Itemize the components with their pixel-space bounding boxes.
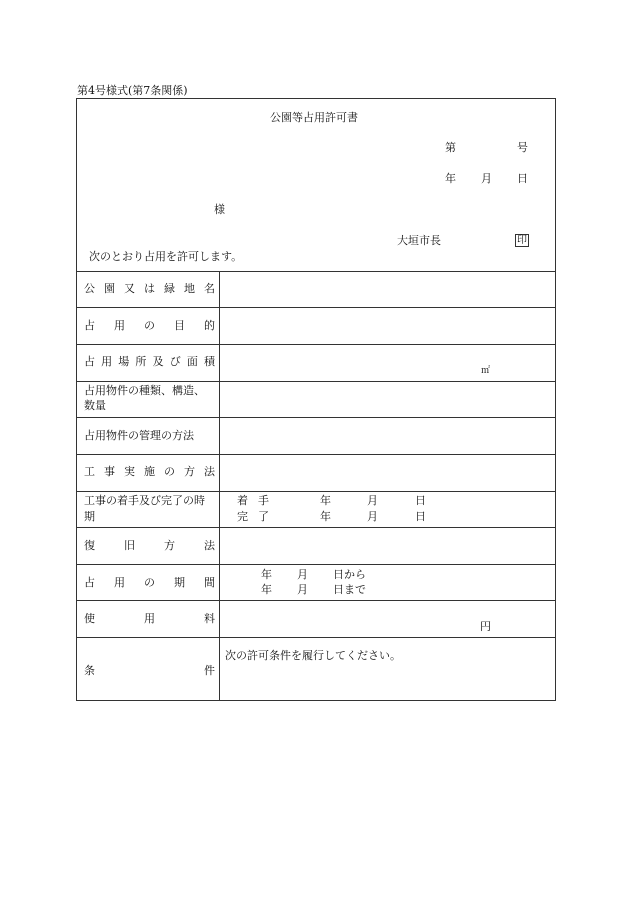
period-from-suffix: 日から xyxy=(333,568,366,581)
intro-text: 次のとおり占用を許可します。 xyxy=(89,250,243,263)
row-divider xyxy=(77,307,555,308)
period-to-month: 月 xyxy=(297,583,308,596)
row-divider xyxy=(77,600,555,601)
period-to-year: 年 xyxy=(261,583,272,596)
conditions-text: 次の許可条件を履行してください。 xyxy=(225,649,401,662)
date-month: 月 xyxy=(481,172,492,185)
number-go: 号 xyxy=(517,141,528,154)
period-from-month: 月 xyxy=(297,568,308,581)
park-name-label: 公 園 又 は 緑 地 名 xyxy=(84,282,215,295)
row-divider xyxy=(77,417,555,418)
row-divider xyxy=(77,527,555,528)
object-type-label-1: 占用物件の種類、構造、 xyxy=(84,384,205,397)
row-divider xyxy=(77,564,555,565)
row-divider xyxy=(77,381,555,382)
area-unit: ㎡ xyxy=(481,366,491,376)
permit-form xyxy=(76,98,556,701)
end-month: 月 xyxy=(367,510,378,523)
date-day: 日 xyxy=(517,172,528,185)
form-header xyxy=(77,99,555,271)
period-from-year: 年 xyxy=(261,568,272,581)
end-year: 年 xyxy=(320,510,331,523)
start-label: 着手 xyxy=(237,494,279,507)
purpose-label: 占 用 の 目 的 xyxy=(84,319,215,332)
number-dai: 第 xyxy=(445,141,456,154)
addressee-suffix: 様 xyxy=(214,203,225,216)
construction-period-label-1: 工事の着手及び完了の時 xyxy=(84,494,205,507)
seal-mark: 印 xyxy=(517,235,527,246)
management-label: 占用物件の管理の方法 xyxy=(84,429,194,442)
start-year: 年 xyxy=(320,494,331,507)
place-area-label: 占 用 場 所 及 び 面 積 xyxy=(84,355,215,368)
date-year: 年 xyxy=(445,172,456,185)
row-divider xyxy=(77,344,555,345)
object-type-label-2: 数量 xyxy=(84,399,106,412)
row-divider xyxy=(77,637,555,638)
restoration-label: 復 旧 方 法 xyxy=(84,539,215,552)
end-day: 日 xyxy=(415,510,426,523)
row-divider xyxy=(77,271,555,272)
form-title: 公園等占用許可書 xyxy=(270,111,358,124)
end-label: 完了 xyxy=(237,510,279,523)
construction-method-label: 工 事 実 施 の 方 法 xyxy=(84,465,215,478)
fee-label: 使 用 料 xyxy=(84,612,215,625)
start-day: 日 xyxy=(415,494,426,507)
issuer-name: 大垣市長 xyxy=(397,234,441,247)
period-to-suffix: 日まで xyxy=(333,583,366,596)
row-divider xyxy=(77,454,555,455)
conditions-label: 条 件 xyxy=(84,664,215,677)
row-divider xyxy=(77,491,555,492)
period-label: 占 用 の 期 間 xyxy=(84,576,215,589)
start-month: 月 xyxy=(367,494,378,507)
fee-unit: 円 xyxy=(480,620,491,633)
construction-period-label-2: 期 xyxy=(84,510,95,523)
form-number: 第4号様式(第7条関係) xyxy=(77,84,188,97)
